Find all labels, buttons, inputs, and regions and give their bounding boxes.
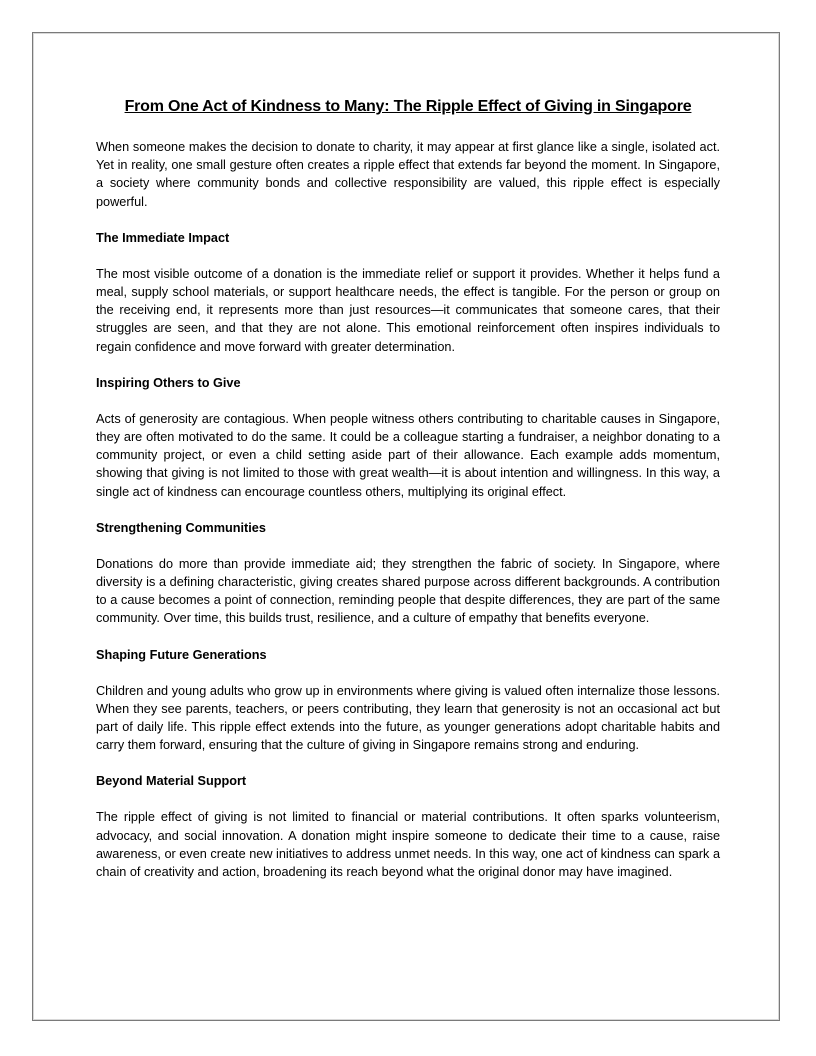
intro-paragraph: When someone makes the decision to donate to charity, it may appear at first glance like a single, isolated act. Yet in reality, one small gesture often creates a ripple effect that extends far beyond the moment. In Singapore, a society where community bonds and collective responsibility are valued, this ripple effect is especially powerful. [96,140,720,209]
section-heading-inspiring-others: Inspiring Others to Give [96,375,241,390]
section-body-strengthening-communities: Donations do more than provide immediate aid; they strengthen the fabric of society. In Singapore, where diversity is a defining characteristic, giving creates shared purpose across different backgrounds. A contribution to a cause becomes a point of connection, reminding people that despite differences, they are part of the same community. Over time, this builds trust, resilience, and a culture of empathy that benefits everyone. [96,556,720,626]
section-heading-immediate-impact: The Immediate Impact [96,230,230,245]
section-body-beyond-material-support: The ripple effect of giving is not limited to financial or material contributions. It often sparks volunteerism, advocacy, and social innovation. A donation might inspire someone to dedicate their time to a cause, raise awareness, or even create new initiatives to address unmet needs. In this way, one act of kindness can spark a chain of creativity and action, broadening its reach beyond what the original donor may have imagined. [96,810,720,880]
section-heading-beyond-material-support: Beyond Material Support [96,774,247,789]
section-body-inspiring-others: Acts of generosity are contagious. When people witness others contributing to charitable causes in Singapore, they are often motivated to do the same. It could be a colleague starting a fundraiser, a neighbor donating to a community project, or even a child setting aside part of their allowance. Each example adds momentum, showing that giving is not limited to those with great wealth—it is about intention and willingness. In this way, a single act of kindness can encourage countless others, multiplying its original effect. [96,411,720,499]
section-heading-strengthening-communities: Strengthening Communities [96,520,266,535]
document-body [96,96,720,899]
section-body-future-generations: Children and young adults who grow up in environments where giving is valued often internalize those lessons. When they see parents, teachers, or peers contributing, they learn that generosity is not an occasional act but part of daily life. This ripple effect extends into the future, as younger generations adopt charitable habits and carry them forward, ensuring that the culture of giving in Singapore remains strong and enduring. [96,683,720,753]
section-body-immediate-impact: The most visible outcome of a donation is the immediate relief or support it provides. Whether it helps fund a meal, supply school materials, or support healthcare needs, the effect is tangible. For the person or group on the receiving end, it represents more than just resources—it communicates that someone cares, that their struggles are seen, and that they are not alone. This emotional reinforcement often inspires individuals to regain confidence and move forward with greater determination. [96,266,720,354]
document-title: From One Act of Kindness to Many: The Ripple Effect of Giving in Singapore [124,98,692,115]
section-heading-future-generations: Shaping Future Generations [96,647,267,662]
